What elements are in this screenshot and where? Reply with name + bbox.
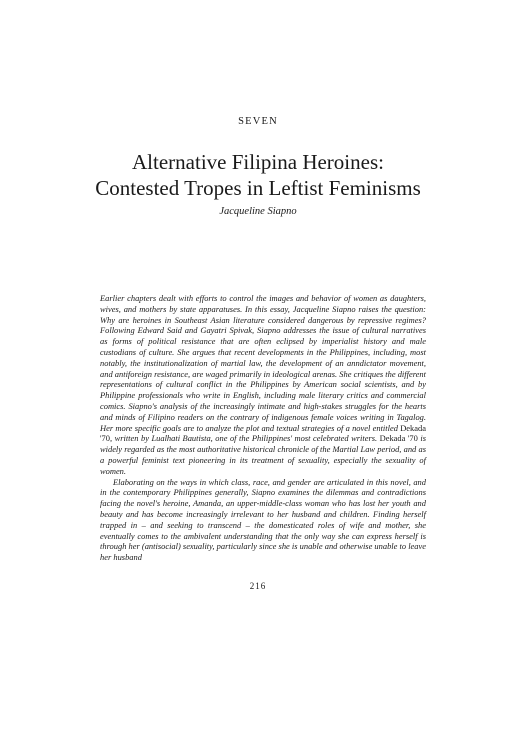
chapter-title-line-2: Contested Tropes in Leftist Feminisms <box>95 176 421 200</box>
abstract-paragraph-2: Elaborating on the ways in which class, race, and gender are articulated in this novel, and in the contemporary Philippines generally, Siapno examines the dilemmas and contradictions facing the novel's heroine, Amanda, an upper-middle-class woman who has lost her youth and beauty and has become increasingly irrelevant to her husband and children. Finding herself trapped in – and seeking to transcend – the domesticated roles of wife and mother, she eventually comes to the ambivalent understanding that the only way she can express herself is through her (antisocial) sexuality, particularly since she is unable and otherwise unable to leave her husband <box>100 476 426 563</box>
chapter-title <box>0 149 516 201</box>
abstract-p1-after: is widely regarded as the most authoritative historical chronicle of the Martial Law period, and as a powerful feminist text pioneering in its treatment of sexuality, especially the sexuality of women. <box>100 433 426 476</box>
novel-title-dekada-70-second: Dekada '70 <box>379 433 418 444</box>
chapter-title-line-1: Alternative Filipina Heroines: <box>132 150 384 174</box>
chapter-abstract <box>100 293 426 563</box>
abstract-p1-middle: , written by Lualhati Bautista, one of the Philippines' most celebrated writers. <box>109 433 380 444</box>
abstract-paragraph-1 <box>100 293 426 477</box>
page-number: 216 <box>249 581 267 591</box>
chapter-author: Jacqueline Siapno <box>219 206 297 217</box>
abstract-p1-before: Earlier chapters dealt with efforts to control the images and behavior of women as daughters, wives, and mothers by state apparatuses. In this essay, Jacqueline Siapno raises the question: Why are heroines in Southeast Asian literature considered dangerous by repressive regimes? Following Edward Said and Gayatri Spivak, Siapno addresses the issue of cultural narratives as forms of political resistance that are often eclipsed by imperialist history and male custodians of culture. She argues that recent developments in the Philippines, including, most notably, the institutionalization of martial law, the development of an anndictator movement, and antiforeign resistance, are waged primarily in ideological arenas. She critiques the different representations of cultural conflict in the Philippines by American social scientists, and by Philippine professionals who write in English, including male literary critics and commercial comics. Siapno's analysis of the increasingly intimate and high-stakes struggles for the hearts and minds of Filipino readers on the contrary of indigenous female voices writing in Tagalog. Her more specific goals are to analyze the plot and textual strategies of a novel entitled <box>100 293 426 433</box>
chapter-label: SEVEN <box>238 116 278 127</box>
novel-title-dekada-70: Dekada '70 <box>100 422 426 444</box>
